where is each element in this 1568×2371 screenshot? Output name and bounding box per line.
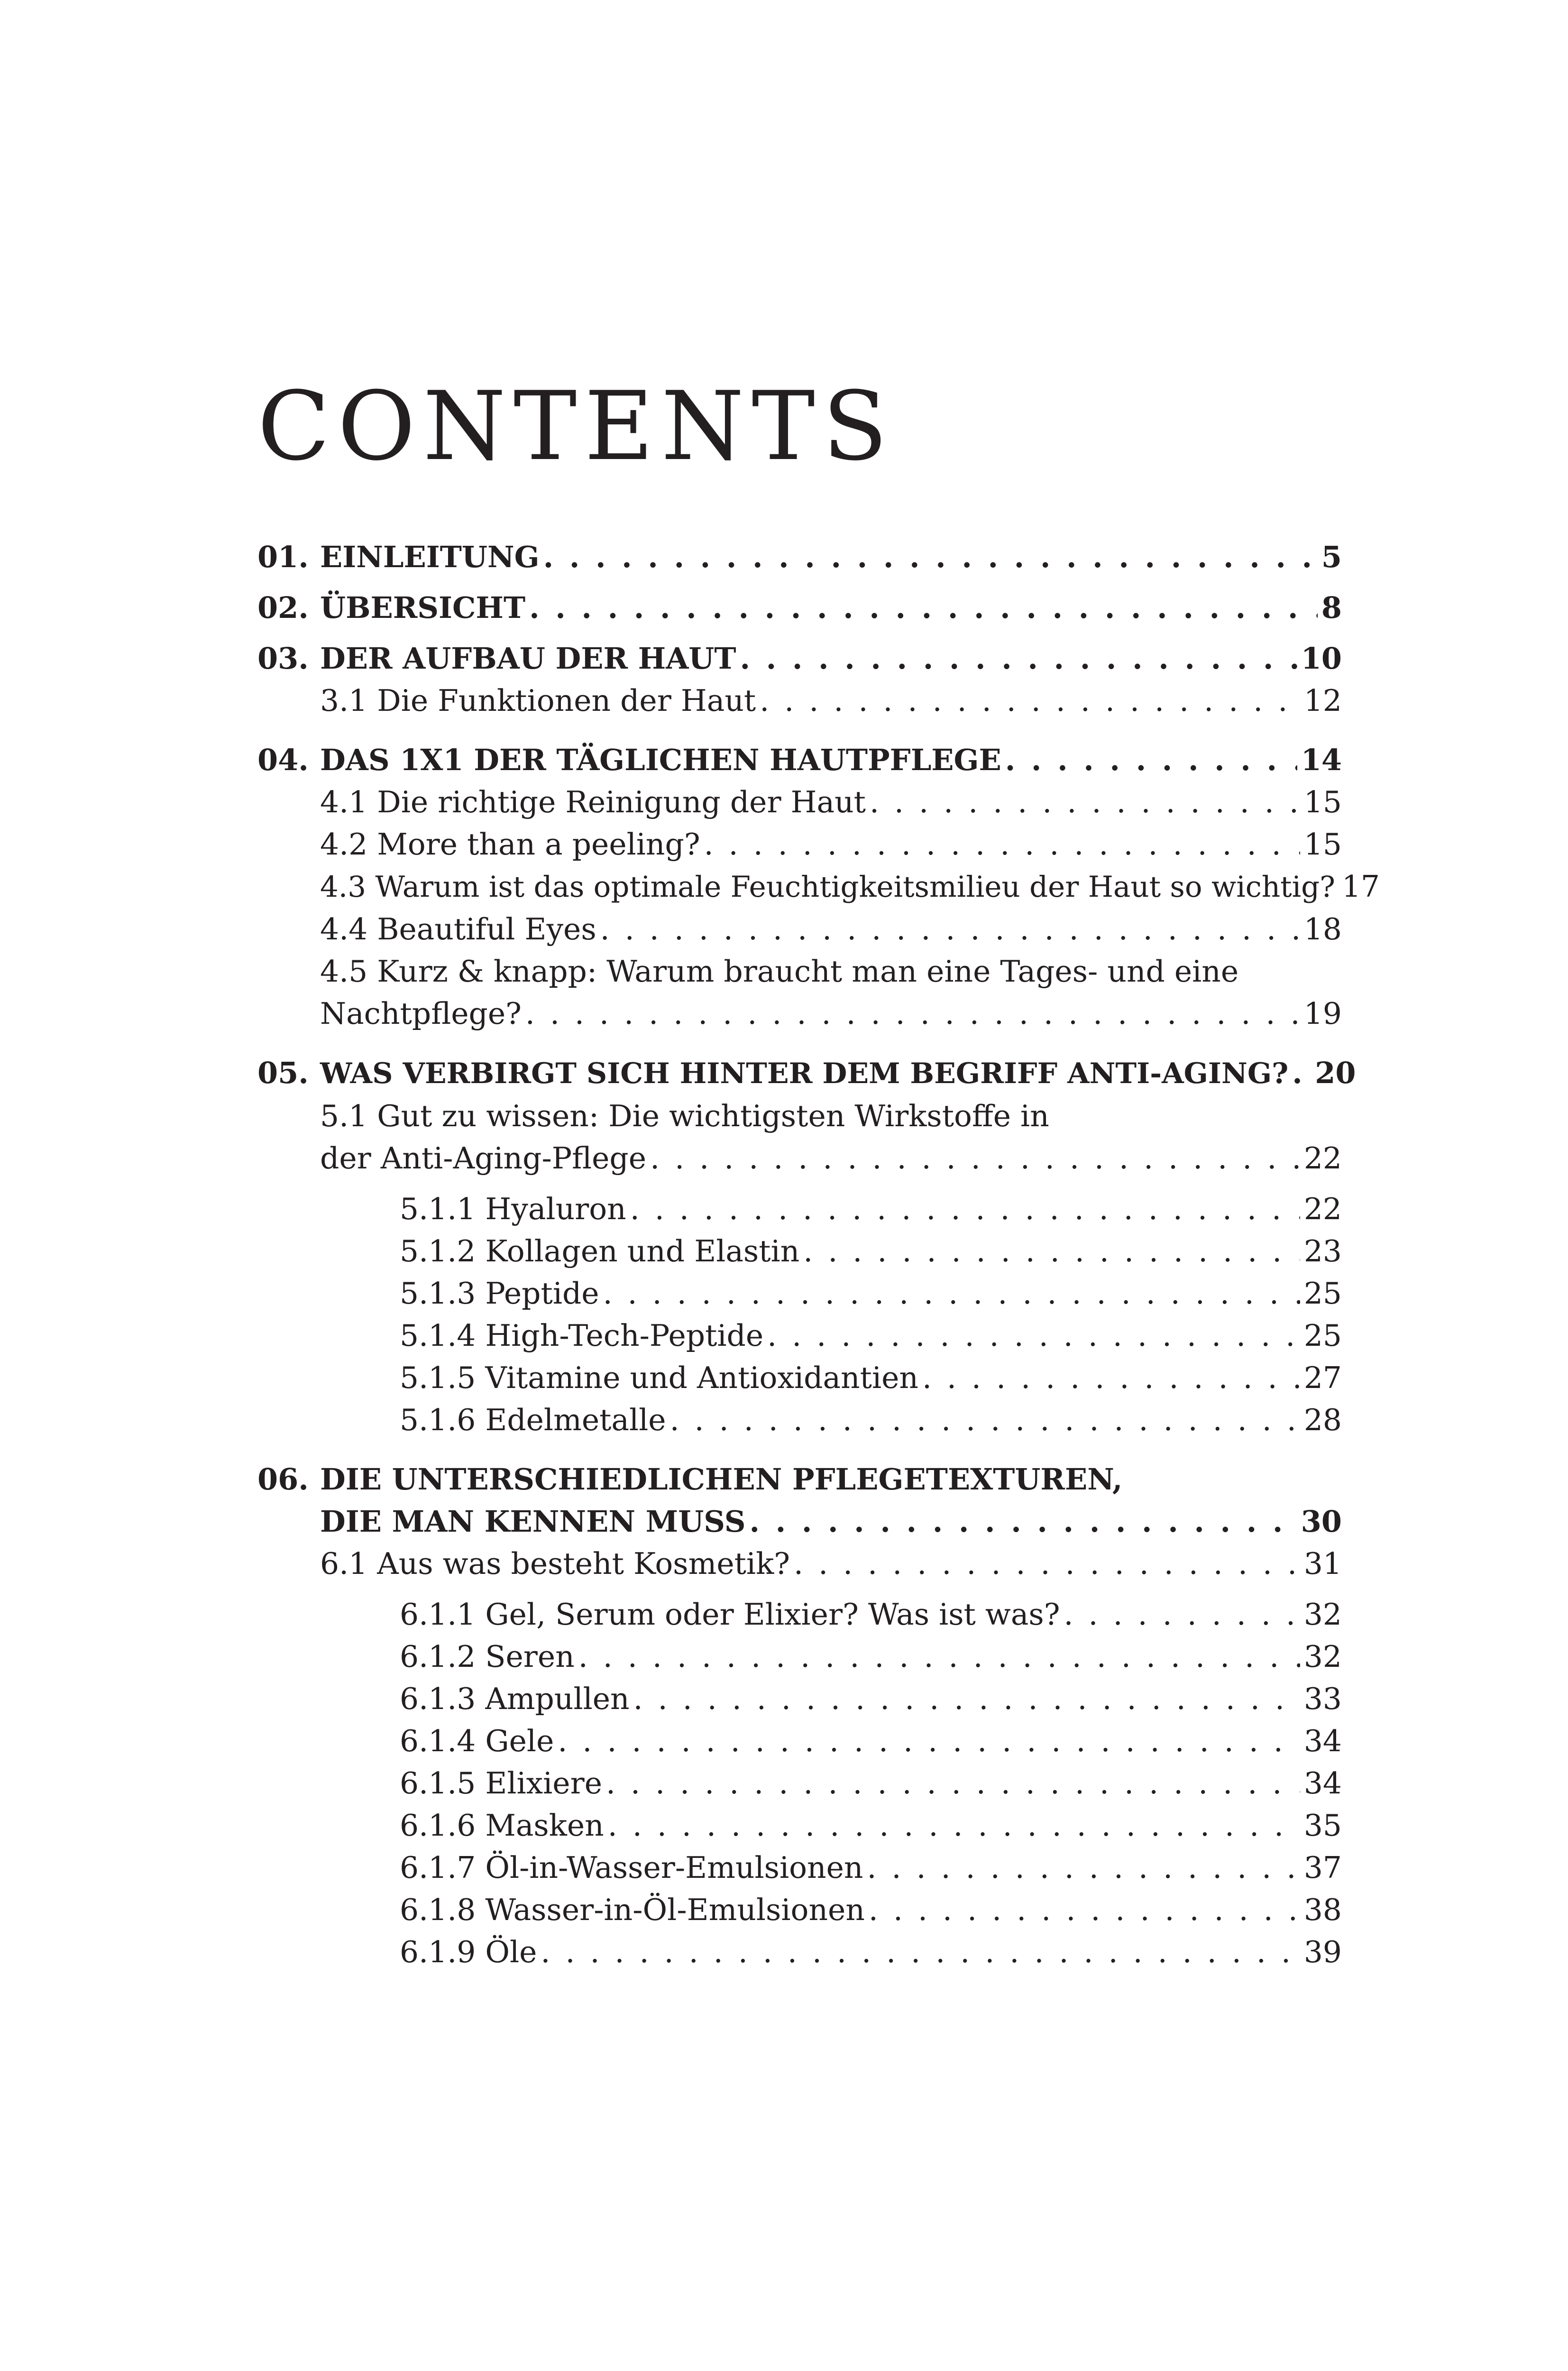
page-number: 34 [1303, 1724, 1342, 1758]
page-number: 37 [1303, 1850, 1342, 1885]
toc-subsection [257, 1931, 1342, 1973]
dot-leader [1292, 1052, 1311, 1094]
chapter-title: DIE MAN KENNEN MUSS [320, 1504, 746, 1539]
subsection-title: 6.1.7 Öl-in-Wasser-Emulsionen [400, 1850, 863, 1885]
dot-leader [704, 823, 1300, 865]
dot-leader [1064, 1593, 1300, 1636]
subsection-title: 6.1.4 Gele [400, 1724, 554, 1758]
toc-subsection [257, 1188, 1342, 1230]
page-number: 33 [1303, 1682, 1342, 1716]
subsection-title: 5.1.2 Kollagen und Elastin [400, 1234, 800, 1268]
section-title-line1: 5.1 Gut zu wissen: Die wichtigsten Wirkstoffe in [320, 1099, 1049, 1133]
page-number: 8 [1321, 590, 1342, 625]
toc-chapter-03 [257, 637, 1342, 680]
toc-subsection [257, 1804, 1342, 1847]
section-title: 3.1 Die Funktionen der Haut [320, 683, 756, 718]
subsection-title: 6.1.5 Elixiere [400, 1766, 602, 1801]
chapter-number: 02. [257, 590, 309, 625]
chapter-number: 05. [257, 1056, 309, 1090]
dot-leader [1005, 739, 1297, 781]
section-title: der Anti-Aging-Pflege [320, 1141, 647, 1176]
dot-leader [740, 637, 1297, 680]
toc-section [257, 781, 1342, 823]
dot-leader [529, 587, 1318, 629]
dot-leader [633, 1678, 1300, 1720]
toc-subsection [257, 1678, 1342, 1720]
toc-section [257, 865, 1380, 908]
chapter-number: 03. [257, 641, 309, 676]
dot-leader [670, 1399, 1300, 1441]
dot-leader [922, 1357, 1300, 1399]
page-number: 35 [1303, 1808, 1342, 1843]
dot-leader [608, 1804, 1300, 1847]
dot-leader [541, 1931, 1300, 1973]
toc-subsection [257, 1230, 1342, 1272]
page-number: 20 [1315, 1056, 1356, 1090]
subsection-title: 6.1.2 Seren [400, 1639, 575, 1674]
chapter-title: DER AUFBAU DER HAUT [320, 641, 736, 676]
page-number: 30 [1301, 1504, 1342, 1539]
chapter-title: DAS 1X1 DER TÄGLICHEN HAUTPFLEGE [320, 743, 1001, 777]
page-number: 10 [1301, 641, 1342, 676]
section-title: 4.4 Beautiful Eyes [320, 912, 596, 947]
dot-leader [760, 680, 1300, 722]
dot-leader [578, 1636, 1300, 1678]
dot-leader [803, 1230, 1300, 1272]
subsection-title: 5.1.4 High-Tech-Peptide [400, 1318, 764, 1353]
page-number: 19 [1303, 996, 1342, 1031]
toc-subsection [257, 1636, 1342, 1678]
section-title: 6.1 Aus was besteht Kosmetik? [320, 1546, 790, 1581]
page-number: 18 [1303, 912, 1342, 947]
dot-leader [558, 1720, 1300, 1762]
page-number: 15 [1303, 785, 1342, 819]
dot-leader [650, 1137, 1300, 1179]
page-number: 34 [1303, 1766, 1342, 1801]
toc-section [257, 680, 1342, 722]
toc-subsection [257, 1314, 1342, 1357]
subsection-title: 6.1.9 Öle [400, 1935, 537, 1969]
dot-leader [767, 1314, 1300, 1357]
subsection-title: 6.1.6 Masken [400, 1808, 604, 1843]
page-number: 17 [1341, 869, 1380, 904]
dot-leader [867, 1847, 1300, 1889]
dot-leader [794, 1543, 1300, 1585]
subsection-title: 5.1.6 Edelmetalle [400, 1403, 666, 1437]
toc-subsection [257, 1720, 1342, 1762]
chapter-title-line1: DIE UNTERSCHIEDLICHEN PFLEGETEXTUREN, [320, 1462, 1123, 1497]
page-number: 32 [1303, 1639, 1342, 1674]
page-number: 25 [1303, 1318, 1342, 1353]
dot-leader [870, 781, 1300, 823]
subsection-title: 6.1.3 Ampullen [400, 1682, 630, 1716]
toc-section [257, 823, 1342, 865]
page-number: 23 [1303, 1234, 1342, 1268]
dot-leader [600, 908, 1300, 950]
dot-leader [630, 1188, 1300, 1230]
dot-leader [606, 1762, 1300, 1804]
toc-section [257, 1543, 1342, 1585]
page-number: 32 [1303, 1597, 1342, 1632]
subsection-title: 5.1.1 Hyaluron [400, 1192, 626, 1226]
chapter-title: WAS VERBIRGT SICH HINTER DEM BEGRIFF ANTI-AGING? [320, 1057, 1289, 1090]
toc-subsection [257, 1357, 1342, 1399]
chapter-number: 04. [257, 743, 309, 777]
chapter-title: ÜBERSICHT [320, 590, 526, 625]
toc-section-line1 [257, 1095, 1342, 1137]
chapter-number: 06. [257, 1462, 309, 1497]
toc-chapter-05 [257, 1052, 1356, 1095]
chapter-number: 01. [257, 540, 309, 574]
toc-chapter-01 [257, 536, 1342, 578]
subsection-title: 5.1.5 Vitamine und Antioxidantien [400, 1360, 918, 1395]
dot-leader [750, 1500, 1297, 1543]
toc-subsection [257, 1847, 1342, 1889]
toc-section [257, 993, 1342, 1035]
page-number: 22 [1303, 1141, 1342, 1176]
page-number: 27 [1303, 1360, 1342, 1395]
page-number: 22 [1303, 1192, 1342, 1226]
toc-subsection [257, 1272, 1342, 1314]
page-title: CONTENTS [257, 371, 895, 482]
page-number: 28 [1303, 1403, 1342, 1437]
page-number: 31 [1303, 1546, 1342, 1581]
toc-section-line1 [257, 950, 1342, 993]
toc-section [257, 1137, 1342, 1179]
toc-chapter-06-line1 [257, 1458, 1342, 1500]
section-title: 4.1 Die richtige Reinigung der Haut [320, 785, 866, 819]
page-number: 14 [1301, 743, 1342, 777]
section-title: Nachtpflege? [320, 996, 522, 1031]
dot-leader [525, 993, 1300, 1035]
subsection-title: 6.1.8 Wasser-in-Öl-Emulsionen [400, 1893, 865, 1927]
section-title: 4.2 More than a peeling? [320, 827, 700, 862]
toc-subsection [257, 1889, 1342, 1931]
toc-chapter-06 [257, 1500, 1342, 1543]
section-title: 4.3 Warum ist das optimale Feuchtigkeitsmilieu der Haut so wichtig? [320, 870, 1335, 904]
toc-subsection [257, 1762, 1342, 1804]
table-of-contents [257, 536, 1380, 1973]
toc-subsection [257, 1593, 1342, 1636]
chapter-title: EINLEITUNG [320, 540, 540, 574]
dot-leader [603, 1272, 1300, 1314]
toc-chapter-04 [257, 739, 1342, 781]
page-number: 5 [1321, 540, 1342, 574]
dot-leader [543, 536, 1318, 578]
page-number: 12 [1303, 683, 1342, 718]
toc-chapter-02 [257, 587, 1342, 629]
toc-section [257, 908, 1342, 950]
subsection-title: 5.1.3 Peptide [400, 1276, 599, 1311]
page-number: 38 [1303, 1893, 1342, 1927]
page-number: 25 [1303, 1276, 1342, 1311]
dot-leader [869, 1889, 1300, 1931]
page-number: 39 [1303, 1935, 1342, 1969]
subsection-title: 6.1.1 Gel, Serum oder Elixier? Was ist was? [400, 1597, 1060, 1632]
page-number: 15 [1303, 827, 1342, 862]
section-title-line1: 4.5 Kurz & knapp: Warum braucht man eine Tages- und eine [320, 954, 1239, 989]
toc-subsection [257, 1399, 1342, 1441]
